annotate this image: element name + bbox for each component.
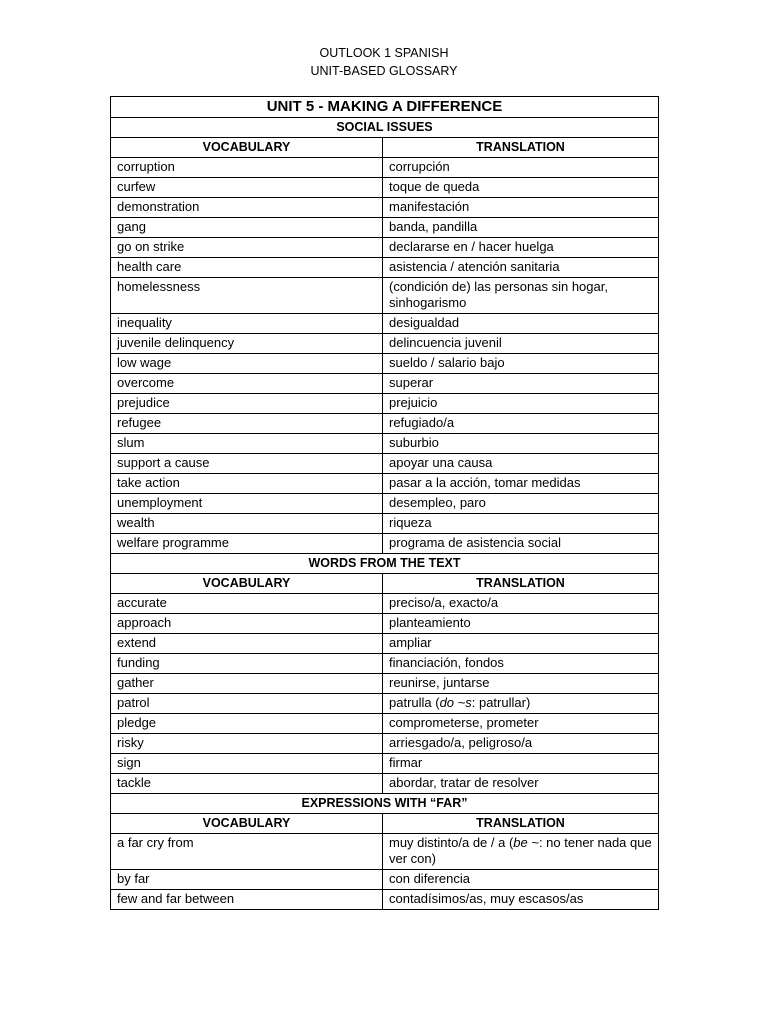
vocabulary-term: low wage (111, 354, 383, 374)
vocabulary-term: corruption (111, 158, 383, 178)
vocabulary-term: extend (111, 634, 383, 654)
vocabulary-term: funding (111, 654, 383, 674)
glossary-row (111, 394, 659, 414)
vocabulary-term: health care (111, 258, 383, 278)
translation-header: TRANSLATION (383, 814, 659, 834)
glossary-row (111, 534, 659, 554)
translation-text: muy distinto/a de / a ( (389, 835, 514, 850)
translation: superar (383, 374, 659, 394)
glossary-row (111, 454, 659, 474)
vocabulary-term: pledge (111, 714, 383, 734)
translation: comprometerse, prometer (383, 714, 659, 734)
vocabulary-term: patrol (111, 694, 383, 714)
section-title-row (111, 554, 659, 574)
translation-header: TRANSLATION (383, 138, 659, 158)
vocabulary-term: by far (111, 870, 383, 890)
translation: planteamiento (383, 614, 659, 634)
glossary-table (110, 96, 659, 910)
translation (383, 834, 659, 870)
translation: banda, pandilla (383, 218, 659, 238)
vocabulary-term: risky (111, 734, 383, 754)
vocabulary-term: juvenile delinquency (111, 334, 383, 354)
glossary-row (111, 178, 659, 198)
vocabulary-term: refugee (111, 414, 383, 434)
translation: ampliar (383, 634, 659, 654)
vocabulary-term: homelessness (111, 278, 383, 314)
glossary-row (111, 494, 659, 514)
translation: reunirse, juntarse (383, 674, 659, 694)
glossary-row (111, 774, 659, 794)
translation: declararse en / hacer huelga (383, 238, 659, 258)
vocabulary-term: prejudice (111, 394, 383, 414)
vocabulary-term: wealth (111, 514, 383, 534)
glossary-row (111, 278, 659, 314)
glossary-row (111, 674, 659, 694)
translation: asistencia / atención sanitaria (383, 258, 659, 278)
glossary-row (111, 238, 659, 258)
vocabulary-term: overcome (111, 374, 383, 394)
vocabulary-term: tackle (111, 774, 383, 794)
translation (383, 694, 659, 714)
translation: toque de queda (383, 178, 659, 198)
header-line-2: UNIT-BASED GLOSSARY (310, 64, 458, 78)
document-header (0, 44, 768, 80)
glossary-row (111, 654, 659, 674)
translation: contadísimos/as, muy escasos/as (383, 890, 659, 910)
glossary-row (111, 258, 659, 278)
translation: manifestación (383, 198, 659, 218)
translation: desigualdad (383, 314, 659, 334)
glossary-row (111, 634, 659, 654)
vocabulary-term: inequality (111, 314, 383, 334)
glossary-body (111, 97, 659, 910)
glossary-row (111, 834, 659, 870)
column-header-row (111, 574, 659, 594)
translation-idiom: do ~s (439, 695, 472, 710)
section-title-row (111, 794, 659, 814)
translation: arriesgado/a, peligroso/a (383, 734, 659, 754)
translation: corrupción (383, 158, 659, 178)
vocabulary-term: take action (111, 474, 383, 494)
vocabulary-term: go on strike (111, 238, 383, 258)
glossary-row (111, 474, 659, 494)
vocabulary-header: VOCABULARY (111, 574, 383, 594)
glossary-row (111, 158, 659, 178)
glossary-row (111, 354, 659, 374)
vocabulary-term: curfew (111, 178, 383, 198)
vocabulary-term: sign (111, 754, 383, 774)
vocabulary-term: a far cry from (111, 834, 383, 870)
translation: suburbio (383, 434, 659, 454)
vocabulary-term: unemployment (111, 494, 383, 514)
header-line-1: OUTLOOK 1 SPANISH (319, 46, 449, 60)
glossary-row (111, 334, 659, 354)
vocabulary-term: demonstration (111, 198, 383, 218)
vocabulary-term: gang (111, 218, 383, 238)
vocabulary-term: slum (111, 434, 383, 454)
section-title: WORDS FROM THE TEXT (111, 554, 659, 574)
translation-text-rest: : patrullar) (471, 695, 531, 710)
translation: desempleo, paro (383, 494, 659, 514)
glossary-row (111, 198, 659, 218)
glossary-row (111, 514, 659, 534)
glossary-row (111, 374, 659, 394)
section-title: SOCIAL ISSUES (111, 118, 659, 138)
section-title-row (111, 118, 659, 138)
translation-text-rest: : no tener nada que ver con) (389, 835, 652, 866)
translation: abordar, tratar de resolver (383, 774, 659, 794)
translation: prejuicio (383, 394, 659, 414)
column-header-row (111, 814, 659, 834)
vocabulary-term: gather (111, 674, 383, 694)
glossary-row (111, 754, 659, 774)
translation: con diferencia (383, 870, 659, 890)
glossary-row (111, 218, 659, 238)
glossary-row (111, 434, 659, 454)
translation: firmar (383, 754, 659, 774)
translation: (condición de) las personas sin hogar, sinhogarismo (383, 278, 659, 314)
vocabulary-header: VOCABULARY (111, 138, 383, 158)
unit-title: UNIT 5 - MAKING A DIFFERENCE (111, 97, 659, 118)
unit-title-row (111, 97, 659, 118)
glossary-row (111, 870, 659, 890)
translation: pasar a la acción, tomar medidas (383, 474, 659, 494)
translation: programa de asistencia social (383, 534, 659, 554)
glossary-row (111, 414, 659, 434)
translation-text: patrulla ( (389, 695, 440, 710)
vocabulary-header: VOCABULARY (111, 814, 383, 834)
glossary-row (111, 734, 659, 754)
vocabulary-term: few and far between (111, 890, 383, 910)
translation-header: TRANSLATION (383, 574, 659, 594)
glossary-row (111, 314, 659, 334)
glossary-row (111, 714, 659, 734)
section-title: EXPRESSIONS WITH “FAR” (111, 794, 659, 814)
translation: preciso/a, exacto/a (383, 594, 659, 614)
translation: sueldo / salario bajo (383, 354, 659, 374)
vocabulary-term: support a cause (111, 454, 383, 474)
translation: apoyar una causa (383, 454, 659, 474)
vocabulary-term: welfare programme (111, 534, 383, 554)
glossary-row (111, 694, 659, 714)
translation: delincuencia juvenil (383, 334, 659, 354)
translation: riqueza (383, 514, 659, 534)
translation: refugiado/a (383, 414, 659, 434)
column-header-row (111, 138, 659, 158)
glossary-row (111, 614, 659, 634)
vocabulary-term: accurate (111, 594, 383, 614)
glossary-row (111, 594, 659, 614)
glossary-row (111, 890, 659, 910)
translation: financiación, fondos (383, 654, 659, 674)
vocabulary-term: approach (111, 614, 383, 634)
translation-idiom: be ~ (513, 835, 539, 850)
